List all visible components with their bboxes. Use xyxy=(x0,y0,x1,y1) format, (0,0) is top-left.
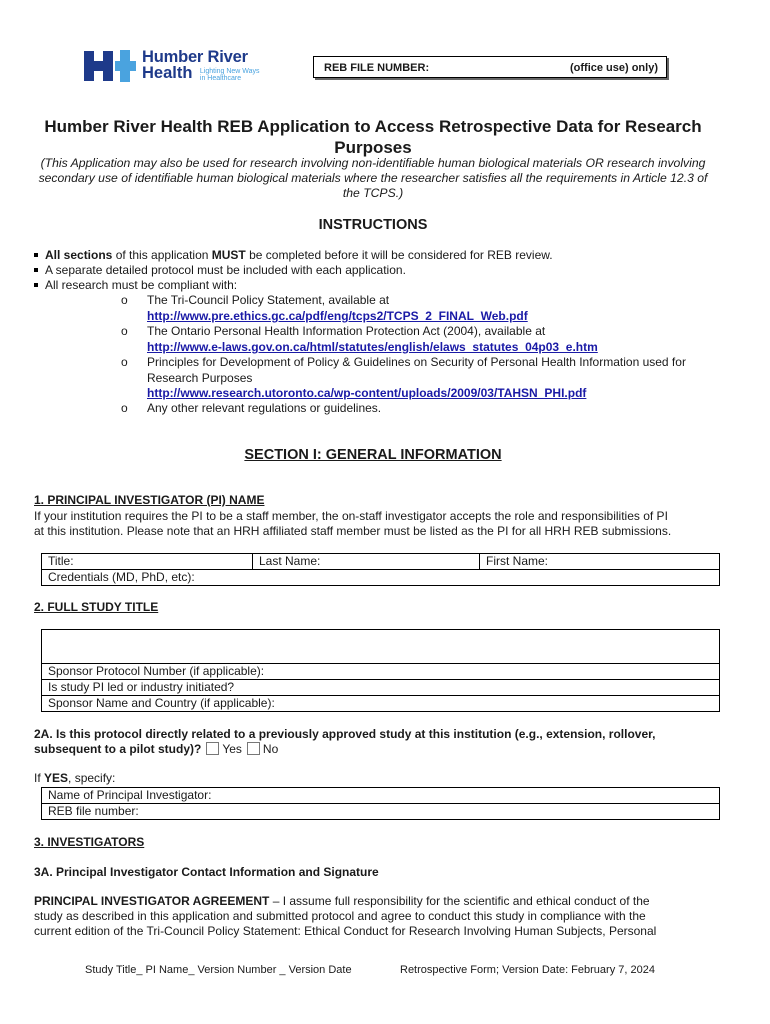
if-yes-specify xyxy=(34,771,115,786)
pi-title-field[interactable]: Title: xyxy=(42,554,253,570)
sublist-phipa: The Ontario Personal Health Information Protection Act (2004), available at xyxy=(147,324,546,338)
pi-agreement-line2: study as described in this application and submitted protocol and agree to conduct this study in compliance with the xyxy=(34,909,646,923)
instruction-text-2: A separate detailed protocol must be included with each application. xyxy=(45,263,406,277)
pi-led-field[interactable]: Is study PI led or industry initiated? xyxy=(42,680,720,696)
pi-first-name-field[interactable]: First Name: xyxy=(480,554,720,570)
pi-agreement-line1 xyxy=(34,894,650,909)
sublist-principles-line2: Research Purposes xyxy=(147,371,253,385)
pi-last-name-field[interactable]: Last Name: xyxy=(253,554,480,570)
question-2a-line2 xyxy=(34,742,278,757)
yes-label: Yes xyxy=(222,742,242,756)
pi-text-line2: at this institution. Please note that an HRH affiliated staff member must be listed as the PI for all HRH REB submissions. xyxy=(34,524,672,538)
pi-name-table xyxy=(41,553,720,586)
sub-bullet-marker: o xyxy=(121,324,128,338)
if-yes-bold: YES xyxy=(44,771,69,785)
instruction-text-1a: of this application xyxy=(112,248,212,262)
yes-checkbox[interactable] xyxy=(206,742,219,755)
pi-agreement-line3: current edition of the Tri-Council Policy Statement: Ethical Conduct for Research Involving Human Subjects, Personal xyxy=(34,924,657,938)
if-prefix: If xyxy=(34,771,45,785)
pi-text-line1: If your institution requires the PI to be a staff member, the on-staff investigator accepts the role and responsibilities of PI xyxy=(34,509,668,523)
bullet-icon xyxy=(34,253,38,257)
sublist-other: Any other relevant regulations or guidelines. xyxy=(147,401,382,415)
sub-bullet-marker: o xyxy=(121,293,128,307)
pi-name-heading: 1. PRINCIPAL INVESTIGATOR (PI) NAME xyxy=(34,493,265,507)
investigators-heading: 3. INVESTIGATORS xyxy=(34,835,145,849)
reb-file-number-field[interactable]: REB file number: xyxy=(42,804,720,820)
logo-name-line2: Health xyxy=(142,64,193,82)
page-title: Humber River Health REB Application to Access Retrospective Data for Research Purposes xyxy=(44,117,702,157)
bold-all-sections: All sections xyxy=(45,248,113,262)
link-phipa[interactable]: http://www.e-laws.gov.on.ca/html/statutes/english/elaws_statutes_04p03_e.htm xyxy=(147,340,598,354)
instruction-text-1b: be completed before it will be considered for REB review. xyxy=(245,248,553,262)
if-suffix: , specify: xyxy=(68,771,116,785)
instructions-heading: INSTRUCTIONS xyxy=(318,217,428,233)
logo-tagline xyxy=(200,68,260,82)
reb-file-number-box xyxy=(313,56,667,78)
instruction-text-3: All research must be compliant with: xyxy=(45,278,238,292)
sponsor-name-field[interactable]: Sponsor Name and Country (if applicable): xyxy=(42,696,720,712)
previous-study-table xyxy=(41,787,720,820)
logo-name-line1: Humber River xyxy=(142,48,248,66)
humber-river-logo-icon xyxy=(84,50,136,82)
reb-file-number-label: REB FILE NUMBER: xyxy=(324,62,430,74)
logo-tagline-line2: in Healthcare xyxy=(199,75,242,82)
bold-must: MUST xyxy=(211,248,246,262)
sublist-principles-line1: Principles for Development of Policy & Guidelines on Security of Personal Health Information used for xyxy=(147,355,686,369)
no-label: No xyxy=(262,742,279,756)
logo-wordmark xyxy=(142,50,282,83)
pi-agreement-text1: – I assume full responsibility for the scientific and ethical conduct of the xyxy=(269,894,650,908)
question-2a-line2-text: subsequent to a pilot study)? xyxy=(34,742,202,756)
link-tahsn[interactable]: http://www.research.utoronto.ca/wp-content/uploads/2009/03/TAHSN_PHI.pdf xyxy=(147,386,587,400)
bullet-icon xyxy=(34,268,38,272)
sub-bullet-marker: o xyxy=(121,401,128,415)
footer-left: Study Title_ PI Name_ Version Number _ Version Date xyxy=(85,964,352,976)
sponsor-protocol-field[interactable]: Sponsor Protocol Number (if applicable): xyxy=(42,664,720,680)
logo-tagline-line1: Lighting New Ways xyxy=(199,68,260,75)
no-checkbox[interactable] xyxy=(247,742,260,755)
pi-agreement-bold: PRINCIPAL INVESTIGATOR AGREEMENT xyxy=(34,894,270,908)
study-title-heading: 2. FULL STUDY TITLE xyxy=(34,600,159,614)
instruction-text-1 xyxy=(45,248,553,263)
office-use-label: (office use) only) xyxy=(569,62,658,74)
page-subtitle: (This Application may also be used for research involving non-identifiable human biological materials OR research involving secondary use of identifiable human biological materials where the researcher satisfies all the requirements in Article 12.3 of the TCPS.) xyxy=(38,156,708,201)
previous-pi-field[interactable]: Name of Principal Investigator: xyxy=(42,788,720,804)
sublist-tcps: The Tri-Council Policy Statement, available at xyxy=(147,293,390,307)
section-1-heading: SECTION I: GENERAL INFORMATION xyxy=(244,447,502,463)
pi-contact-heading: 3A. Principal Investigator Contact Information and Signature xyxy=(34,865,379,879)
pi-credentials-field[interactable]: Credentials (MD, PhD, etc): xyxy=(42,570,720,586)
compliance-sublist xyxy=(0,293,770,423)
sub-bullet-marker: o xyxy=(121,355,128,369)
study-title-field[interactable] xyxy=(42,630,720,664)
question-2a-line1: 2A. Is this protocol directly related to a previously approved study at this institution (e.g., extension, rollover, xyxy=(34,727,656,741)
study-title-table xyxy=(41,629,720,712)
link-tcps[interactable]: http://www.pre.ethics.gc.ca/pdf/eng/tcps2/TCPS_2_FINAL_Web.pdf xyxy=(147,309,528,323)
footer-right: Retrospective Form; Version Date: February 7, 2024 xyxy=(400,964,655,976)
bullet-icon xyxy=(34,283,38,287)
